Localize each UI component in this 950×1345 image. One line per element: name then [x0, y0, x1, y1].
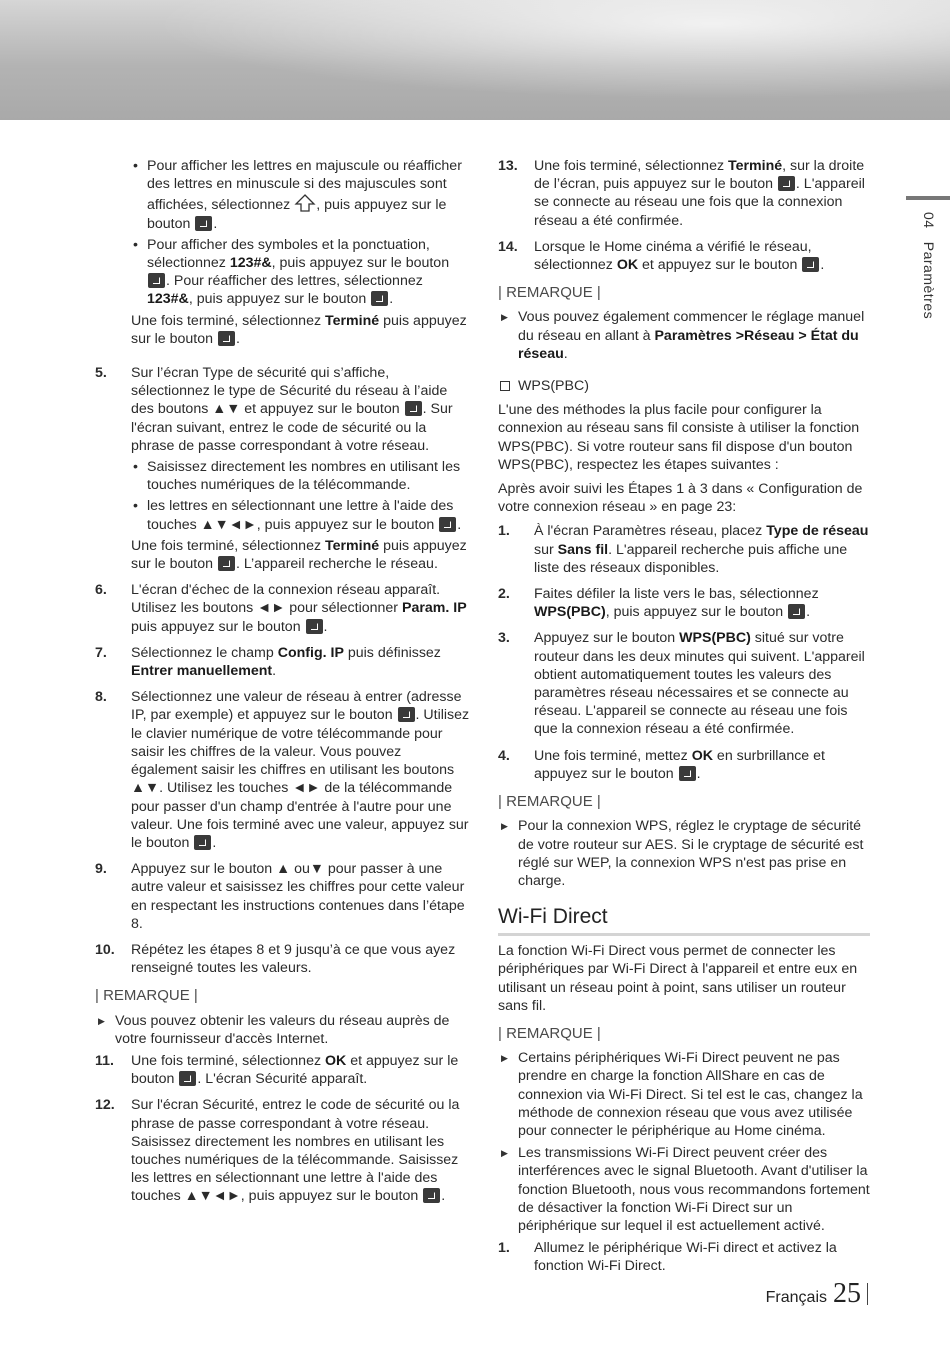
step-number: 13.: [498, 158, 518, 174]
text: L'écran d'échec de la connexion réseau apparaît. Utilisez les boutons ◄► pour sélectionner: [131, 582, 441, 617]
wps-paragraph-2: Après avoir suivi les Étapes 1 à 3 dans « Configuration de votre connexion réseau » en page 23:: [498, 481, 863, 516]
text: . L'appareil se connecte au réseau une fois que la connexion réseau a été confirmée.: [534, 176, 865, 229]
note-title: | REMARQUE |: [95, 987, 198, 1005]
enter-icon: [405, 401, 422, 416]
text: en surbrillance et appuyez sur le bouton: [534, 747, 825, 782]
note-item: [498, 308, 870, 363]
bold-text: Entrer manuellement: [131, 663, 273, 680]
note-item: [498, 1144, 870, 1235]
step-text: [534, 522, 870, 577]
text: puis appuyez sur le bouton: [131, 618, 305, 635]
bold-text: OK: [616, 257, 639, 274]
step-14: [498, 238, 870, 274]
text: Sur l’écran Type de sécurité qui s’affiche, sélectionnez le type de Sécurité du réseau à l’aide des boutons ▲▼ et appuyez sur le bouton: [131, 365, 448, 418]
step-13: [498, 157, 870, 230]
text: Lorsque le Home cinéma a vérifié le réseau, sélectionnez: [534, 238, 812, 274]
enter-icon: [195, 216, 212, 231]
enter-icon: [788, 604, 805, 619]
text: situé sur votre routeur dans les deux minutes qui suivent. L'appareil obtient automatiquement toutes les valeurs des paramètres réseau nécessaires et se connecte au réseau. L'appareil se connecte au réseau une fois que la connexion réseau a été confirmée.: [534, 630, 865, 738]
step-number: 7.: [95, 644, 107, 661]
step-text: Sélectionnez une valeur de réseau à entrer (adresse IP, par exemple) et appuyez sur le bouton . Utilisez le clavier numérique de votre télécommande pour saisir les chiffres de la valeur. Vous pouvez également saisir les chiffres en utilisant les boutons ▲▼. Utilisez les touches ◄► de la télécommande pour passer d'un champ d'entrée à l'autre pour une valeur. Une fois terminé avec une valeur, appuyez sur le bouton .: [131, 689, 470, 851]
text: et appuyez sur le bouton: [638, 257, 802, 274]
text: et appuyez sur le bouton: [131, 1052, 459, 1088]
wps-heading: [498, 377, 870, 395]
enter-icon: [218, 331, 235, 346]
step-text: Lorsque le Home cinéma a vérifié le réseau, sélectionnez OK et appuyez sur le bouton .: [534, 238, 825, 274]
bold-text: Terminé: [728, 158, 783, 174]
enter-icon: [218, 556, 235, 571]
step-number: 5.: [95, 365, 107, 382]
footer-language: Français: [765, 1289, 827, 1306]
note-text: Les transmissions Wi-Fi Direct peuvent créer des interférences avec le signal Bluetooth. Avant d'utiliser la fonction Bluetooth, nous vous recommandons fortement de désactiver la fonction Wi-Fi Direct sur un périphérique sur lequel il est actuellement activé.: [518, 1145, 870, 1234]
text: Une fois terminé, sélectionnez: [534, 158, 728, 174]
bold-text: 123#&: [147, 291, 189, 308]
step-number: 8.: [95, 689, 107, 706]
enter-icon: [439, 517, 456, 532]
after-bullets-text: Une fois terminé, sélectionnez Terminé puis appuyez sur le bouton .: [131, 312, 467, 347]
left-column: [95, 157, 470, 1214]
note-title: | REMARQUE |: [498, 793, 601, 811]
step-text: Une fois terminé, mettez OK en surbrillance et appuyez sur le bouton .: [534, 747, 825, 782]
wps-step-2: [498, 585, 870, 621]
note-text: .: [563, 345, 568, 362]
note-text: Certains périphériques Wi-Fi Direct peuvent ne pas prendre en charge la fonction AllShare en cas de connexion via Wi-Fi Direct. Si tel est le cas, changez la méthode de connexion réseau que vous avez utilisée pour connecter le périphérique au Home cinéma.: [518, 1050, 863, 1139]
triangle-right-icon: ▶: [501, 1053, 508, 1064]
step-text: [131, 364, 470, 455]
note-item: [95, 1012, 470, 1048]
text: . Sur l'écran suivant, entrez le code de sécurité ou la phrase de passe correspondant à votre réseau.: [131, 401, 453, 454]
bullet-text: , puis appuyez sur le bouton: [271, 255, 450, 272]
text: puis définissez: [343, 644, 441, 661]
page-footer: [766, 1280, 868, 1308]
step-number: 1.: [498, 1240, 510, 1257]
note-title: | REMARQUE |: [498, 1024, 601, 1042]
step-5-after: [131, 537, 470, 573]
header-band: [0, 0, 950, 120]
bold-text: Terminé: [325, 537, 380, 554]
chapter-tab-bar: [906, 196, 950, 200]
bold-text: 123#&: [229, 255, 272, 272]
enter-icon: [778, 176, 795, 191]
text: Sélectionnez une valeur de réseau à entrer (adresse IP, par exemple) et appuyez sur le bouton: [131, 689, 462, 724]
step-number: 14.: [498, 238, 518, 255]
step-text: Sur l'écran Sécurité, entrez le code de sécurité ou la phrase de passe correspondant à votre réseau. Saisissez directement les nombres en utilisant les touches numériques de la télécommande. Saisissez les lettres en sélectionnant une lettre à l'aide des touches ▲▼◄►, puis appuyez sur le bouton .: [131, 1097, 460, 1205]
text: Sur l'écran Sécurité, entrez le code de sécurité ou la phrase de passe correspondant à votre réseau. Saisissez directement les nombres en utilisant les touches numériques de la télécommande. Saisissez les lettres en sélectionnant une lettre à l'aide des touches ▲▼◄►, puis appuyez sur le bouton: [131, 1097, 460, 1205]
enter-icon: [148, 273, 165, 288]
step-6: [95, 581, 470, 636]
note-text: Pour la connexion WPS, réglez le cryptage de sécurité de votre routeur sur AES. Si le cryptage de sécurité est réglé sur WEP, la connexion WPS n'est pas prise en charge.: [518, 818, 864, 889]
note-text: Vous pouvez également commencer le réglage manuel du réseau en allant à: [518, 309, 865, 344]
enter-icon: [194, 835, 211, 850]
wifi-paragraph: La fonction Wi-Fi Direct vous permet de connecter les périphériques par Wi-Fi Direct à l'appareil et entre eux en utilisant un réseau point à point, sans utiliser un routeur sans fil.: [498, 943, 858, 1014]
bullet-symbols: • Pour afficher des symboles et la ponctuation, sélectionnez 123#&, puis appuyez sur le bouton . Pour réafficher des lettres, sélectionnez 123#&, puis appuyez sur le bouton .: [131, 236, 470, 309]
wps-step-3: [498, 629, 870, 738]
bold-text: OK: [691, 747, 713, 764]
bullet-letters: • les lettres en sélectionnant une lettre à l'aide des touches ▲▼◄►, puis appuyez sur le bouton .: [131, 497, 470, 533]
chapter-number: 04: [921, 212, 938, 229]
step-10: [95, 941, 470, 977]
enter-icon: [423, 1188, 440, 1203]
step-number: 12.: [95, 1097, 115, 1114]
step-text: Appuyez sur le bouton ▲ ou▼ pour passer à une autre valeur et saisissez les chiffres pour cette valeur en respectant les instructions contenues dans l’étape 8.: [131, 861, 465, 932]
note-item: [498, 817, 870, 890]
step-5: [95, 364, 470, 573]
step-12: [95, 1096, 470, 1205]
step-9: [95, 860, 470, 933]
chapter-title: Paramètres: [921, 241, 938, 320]
step-number: 9.: [95, 861, 107, 878]
checkbox-icon: [500, 381, 510, 391]
step-text: [534, 157, 870, 230]
note-text: Vous pouvez obtenir les valeurs du réseau auprès de votre fournisseur d'accès Internet.: [115, 1012, 450, 1047]
step-number: 4.: [498, 747, 510, 764]
text: Une fois terminé, sélectionnez: [131, 537, 325, 554]
bold-text: Terminé: [325, 312, 380, 329]
bullet-text: . Pour réafficher des lettres, sélectionnez: [166, 273, 423, 290]
triangle-right-icon: ▶: [501, 821, 508, 832]
bold-text: WPS(PBC): [534, 604, 606, 621]
text: Appuyez sur le bouton: [534, 630, 680, 647]
wps-step-1: [498, 522, 870, 577]
step-number: 3.: [498, 630, 510, 647]
text: , puis appuyez sur le bouton: [605, 604, 788, 621]
footer-divider: [867, 1283, 868, 1305]
section-title-wifi-direct: Wi-Fi Direct: [498, 904, 870, 936]
bullet-uppercase: • Pour afficher les lettres en majuscule ou réafficher des lettres en minuscule si des majuscules sont affichées, sélectionnez , puis appuyez sur le bouton .: [131, 157, 470, 233]
step-text: [534, 629, 870, 738]
text: puis appuyez sur le bouton: [131, 312, 467, 347]
step-text: [131, 1052, 470, 1088]
shift-arrow-icon: [294, 193, 316, 213]
step-number: 2.: [498, 586, 510, 603]
wifi-step-1: [498, 1239, 870, 1275]
step-7: [95, 644, 470, 680]
step-number: 11.: [95, 1052, 114, 1069]
text: Faites défiler la liste vers le bas, sélectionnez: [534, 586, 819, 603]
bold-text: Sans fil: [557, 541, 609, 558]
step-text: Allumez le périphérique Wi-Fi direct et activez la fonction Wi-Fi Direct.: [534, 1240, 837, 1275]
text: . Utilisez le clavier numérique de votre télécommande pour saisir les chiffres de la valeur. Vous pouvez également saisir les chiffres en utilisant les boutons ▲▼. Utilisez les touches ◄► de la télécommande pour passer d'un champ d'entrée à l'autre pour une valeur. Une fois terminé avec une valeur, appuyez sur le bouton: [131, 707, 470, 851]
bold-text: WPS(PBC): [679, 630, 751, 647]
bold-text: Config. IP: [277, 644, 344, 661]
step-8: [95, 688, 470, 852]
text: Sélectionnez le champ: [131, 644, 278, 661]
text: Une fois terminé, sélectionnez: [131, 312, 325, 329]
text: . L'écran Sécurité apparaît.: [197, 1071, 368, 1088]
enter-icon: [802, 257, 819, 272]
text: Une fois terminé, mettez: [534, 747, 692, 764]
bullet-numbers: [131, 458, 470, 494]
triangle-right-icon: ▶: [98, 1015, 105, 1026]
bullet-text: , puis appuyez sur le bouton: [188, 291, 371, 308]
enter-icon: [179, 1071, 196, 1086]
step-text: L'écran d'échec de la connexion réseau apparaît. Utilisez les boutons ◄► pour sélectionner Param. IP puis appuyez sur le bouton .: [131, 582, 467, 635]
note-title: | REMARQUE |: [498, 284, 601, 302]
triangle-right-icon: ▶: [501, 312, 508, 323]
text: . L’appareil recherche le réseau.: [235, 556, 438, 573]
text: . L'appareil recherche puis affiche une liste des réseaux disponibles.: [534, 541, 848, 576]
bullet-text: les lettres en sélectionnant une lettre à l'aide des touches ▲▼◄►, puis appuyez sur le bouton: [147, 498, 454, 533]
text: puis appuyez sur le bouton: [131, 537, 467, 573]
right-column: [498, 157, 870, 1284]
step-11: [95, 1052, 470, 1088]
enter-icon: [306, 619, 323, 634]
text: sur: [534, 541, 558, 558]
continued-bullets: [131, 157, 470, 348]
chapter-tab-label: [920, 212, 938, 319]
enter-icon: [371, 291, 388, 306]
wps-paragraph: L'une des méthodes la plus facile pour configurer la connexion au réseau sans fil consiste à utiliser la fonction WPS(PBC). Si votre routeur sans fil dispose d'un bouton WPS(PBC), respectez les étapes suivantes :: [498, 402, 860, 473]
page-number: 25: [833, 1278, 861, 1309]
step-number: 6.: [95, 582, 107, 599]
bold-text: OK: [325, 1052, 347, 1069]
bullet-text: Pour afficher les lettres en majuscule ou réafficher des lettres en minuscule si des majuscules sont affichées, sélectionnez: [147, 158, 462, 214]
step-number: 1.: [498, 523, 510, 540]
text: .: [272, 663, 277, 680]
bullet-text: Pour afficher des symboles et la ponctuation, sélectionnez: [147, 236, 430, 272]
enter-icon: [679, 766, 696, 781]
enter-icon: [398, 707, 415, 722]
step-text: Répétez les étapes 8 et 9 jusqu’à ce que vous ayez renseigné toutes les valeurs.: [131, 941, 456, 977]
bullet-text: , puis appuyez sur le bouton: [147, 197, 447, 232]
text: À l'écran Paramètres réseau, placez: [534, 523, 767, 540]
step-number: 10.: [95, 941, 115, 958]
text: Une fois terminé, sélectionnez: [131, 1052, 325, 1069]
step-text: Faites défiler la liste vers le bas, sélectionnez WPS(PBC), puis appuyez sur le bouton .: [534, 586, 819, 621]
bold-text: Paramètres >Réseau > État du réseau: [518, 327, 859, 362]
wps-heading-text: WPS(PBC): [518, 378, 589, 395]
text: , sur la droite de l’écran, puis appuyez sur le bouton: [534, 158, 865, 193]
triangle-right-icon: ▶: [501, 1148, 508, 1159]
bullet-text: Saisissez directement les nombres en utilisant les touches numériques de la télécommande.: [147, 459, 461, 494]
bold-text: Type de réseau: [766, 523, 869, 540]
bold-text: Param. IP: [401, 600, 467, 617]
note-item: [498, 1049, 870, 1140]
wps-step-4: [498, 747, 870, 783]
step-text: [131, 644, 470, 680]
